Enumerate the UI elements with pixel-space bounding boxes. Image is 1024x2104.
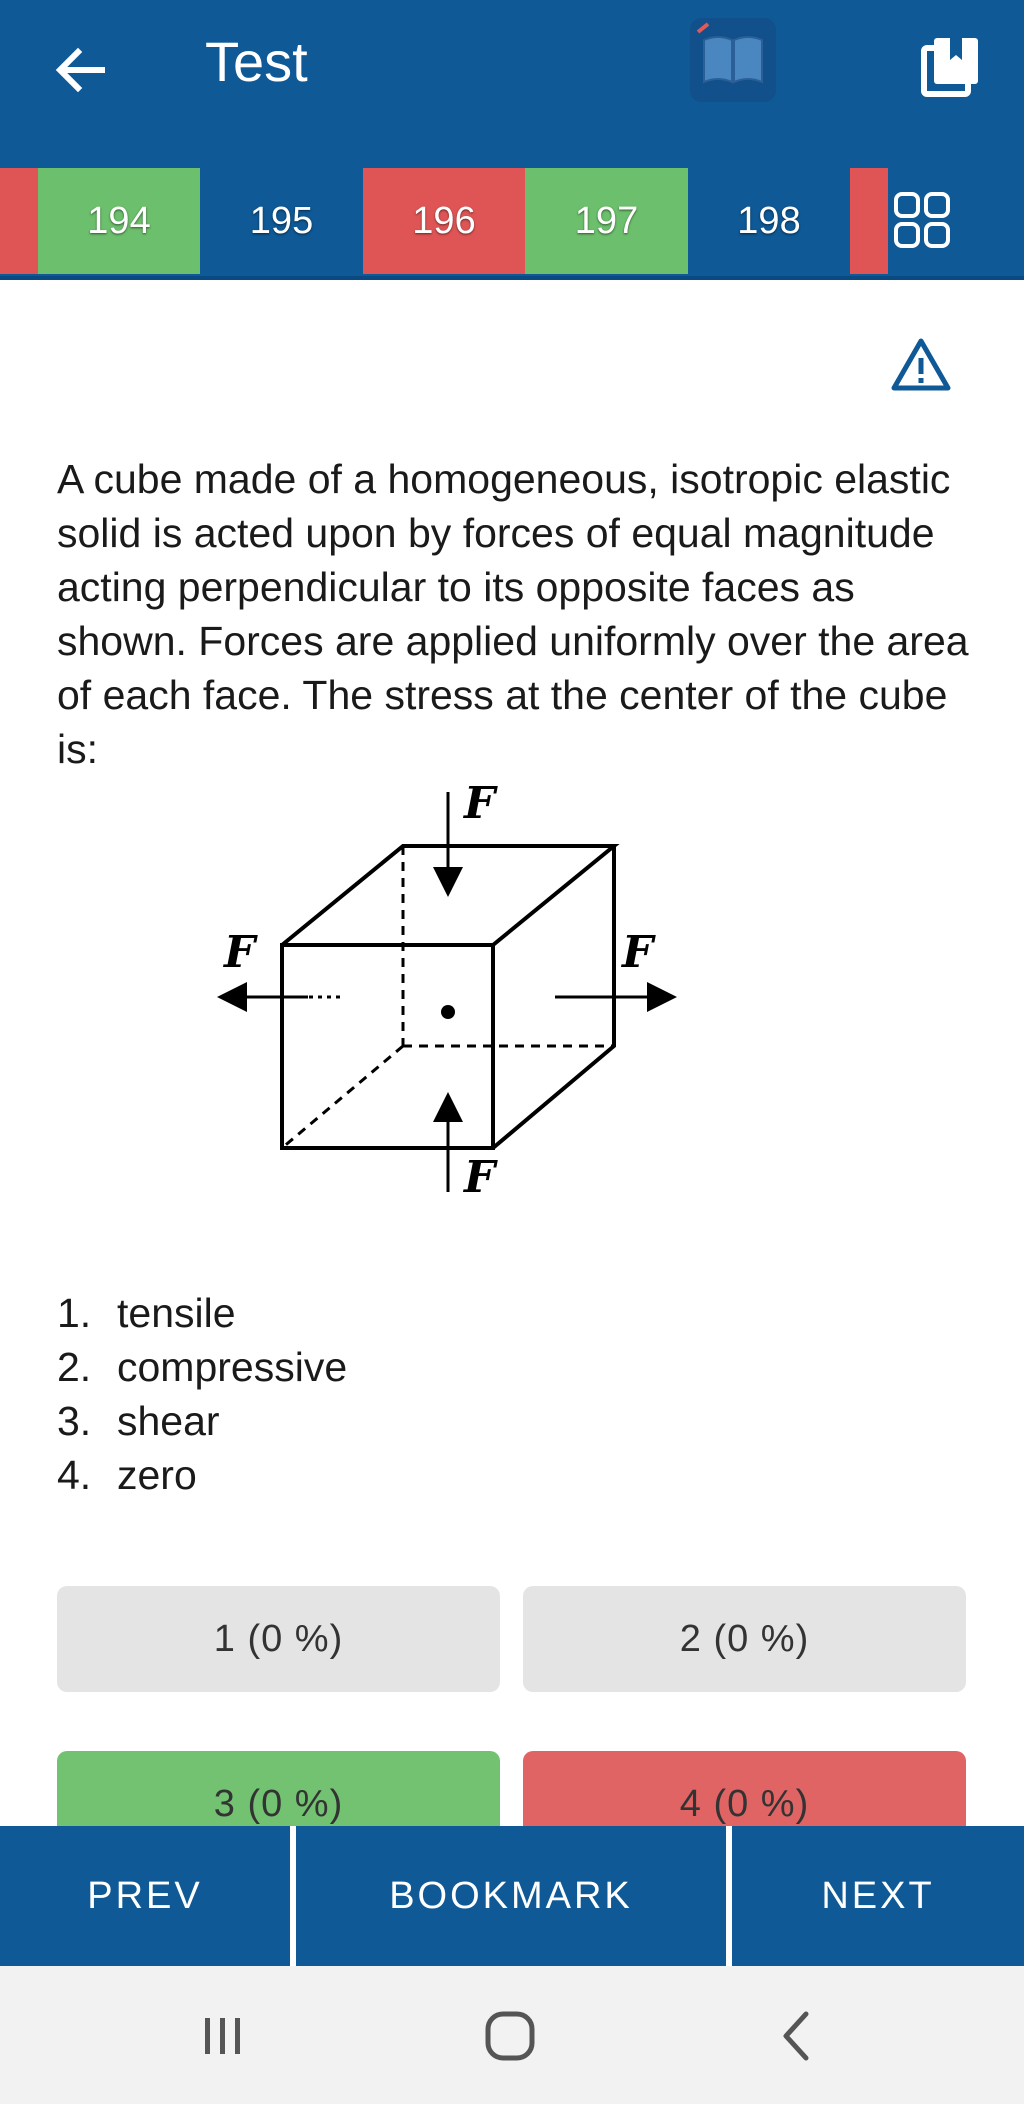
book-button[interactable] <box>690 18 776 102</box>
next-button[interactable]: NEXT <box>821 1874 935 1917</box>
recents-icon <box>183 1996 263 2076</box>
question-tab-195[interactable] <box>200 168 363 274</box>
option-item: 2. compressive <box>57 1344 348 1390</box>
question-tab-197[interactable] <box>525 168 688 274</box>
open-book-icon <box>690 18 776 102</box>
bottom-nav <box>0 1826 1024 1966</box>
force-label-left: F <box>224 927 256 978</box>
question-text: A cube made of a homogeneous, isotropic elastic solid is acted upon by forces of equal magnitude acting perpendicular to its opposite faces as shown. Forces are applied uniformly over the area of each face. The stress at the center of the cube is: <box>57 456 969 772</box>
question-tab-194[interactable] <box>38 168 200 274</box>
report-button[interactable] <box>890 336 952 392</box>
question-strip <box>0 168 1024 280</box>
force-label-right: F <box>622 927 654 978</box>
question-grid-button[interactable] <box>888 186 958 256</box>
page-title: Test <box>205 30 308 93</box>
app-bar <box>0 0 1024 168</box>
recents-button[interactable] <box>183 1996 263 2076</box>
home-button[interactable] <box>470 1996 550 2076</box>
system-back-button[interactable] <box>758 1996 838 2076</box>
option-item: 1. tensile <box>57 1290 236 1336</box>
strip-divider <box>0 276 1024 280</box>
question-tab-label: 196 <box>412 199 476 242</box>
question-tab-198[interactable] <box>688 168 850 274</box>
answer-button-2[interactable]: 2 (0 %) <box>523 1586 966 1692</box>
home-icon <box>470 1996 550 2076</box>
force-label-top: F <box>464 782 496 829</box>
answer-button-4[interactable]: 4 (0 %) <box>523 1751 966 1857</box>
warning-icon <box>890 336 952 392</box>
grid-icon <box>888 186 958 256</box>
system-nav-bar <box>0 1966 1024 2104</box>
answer-button-1[interactable]: 1 (0 %) <box>57 1586 500 1692</box>
question-tab-196[interactable] <box>363 168 525 274</box>
option-item: 4. zero <box>57 1452 197 1498</box>
cube-figure <box>210 782 686 1222</box>
bookmark-button[interactable]: BOOKMARK <box>389 1874 633 1917</box>
bookmarks-icon <box>918 34 984 100</box>
question-tab-next-edge[interactable] <box>850 168 888 274</box>
options-list <box>57 1286 347 1502</box>
force-label-bottom: F <box>464 1152 496 1203</box>
question-tab-label: 194 <box>87 199 151 242</box>
answer-button-3[interactable]: 3 (0 %) <box>57 1751 500 1857</box>
prev-button[interactable]: PREV <box>87 1874 203 1917</box>
arrow-left-icon <box>48 38 112 102</box>
question-tab-prev-edge[interactable] <box>0 168 38 274</box>
question-tab-label: 198 <box>737 199 801 242</box>
back-chevron-icon <box>758 1996 838 2076</box>
question-tab-label: 195 <box>249 199 314 242</box>
question-tab-label: 197 <box>574 199 639 242</box>
option-item: 3. shear <box>57 1398 220 1444</box>
back-button[interactable] <box>48 38 112 102</box>
bookmarks-button[interactable] <box>918 34 984 100</box>
